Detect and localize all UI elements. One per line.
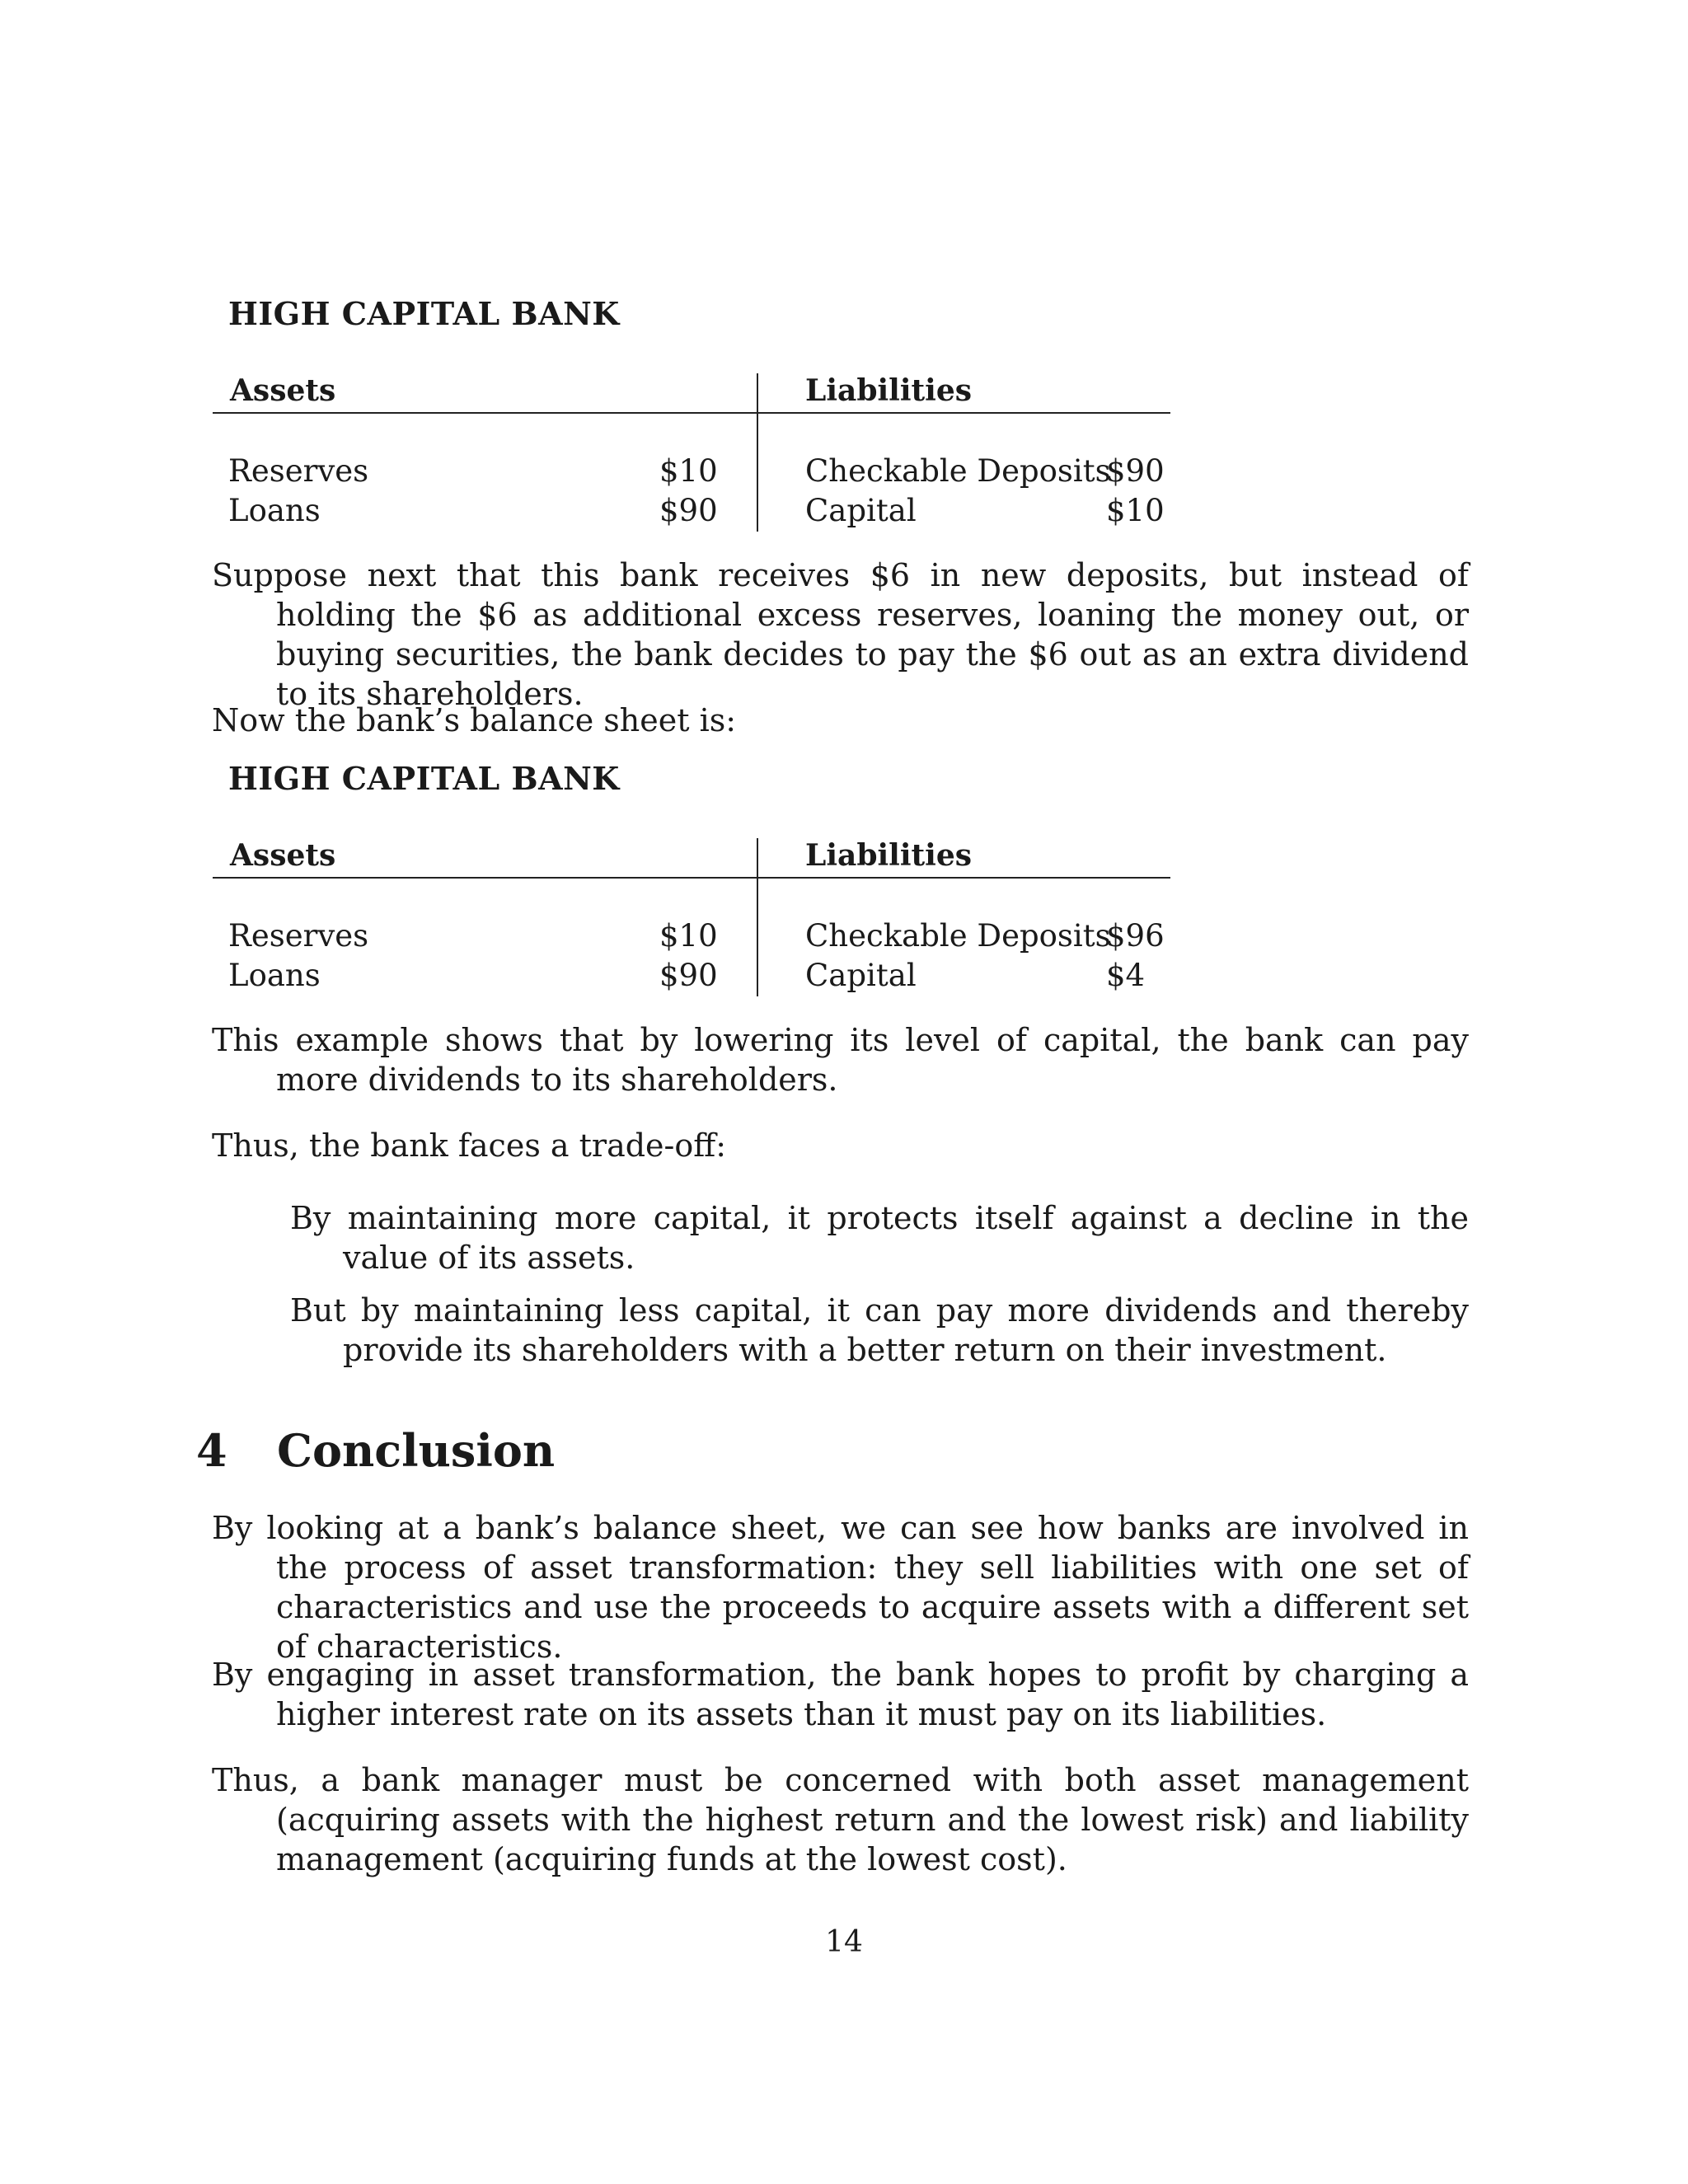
- conclusion-paragraph: By looking at a bank’s balance sheet, we can see how banks are involved in the process of asset transformation: they sell liabilities with one set of characteristics and use the proceeds to acquire assets with a different set of characteristics.: [212, 1510, 1469, 1665]
- liabilities-header: Liabilities: [805, 838, 972, 873]
- tradeoff-point: But by maintaining less capital, it can pay more dividends and thereby provide its shareholders with a better return on their investment.: [290, 1292, 1469, 1368]
- assets-header: Assets: [230, 373, 336, 408]
- t-account-vertical-rule: [757, 838, 758, 996]
- asset-label: Loans: [228, 493, 321, 528]
- bank-title: HIGH CAPITAL BANK: [228, 295, 620, 332]
- asset-label: Reserves: [228, 918, 369, 954]
- section-title: Conclusion: [277, 1424, 556, 1477]
- assets-header: Assets: [230, 838, 336, 873]
- t-account-horizontal-rule: [213, 412, 1170, 414]
- body-paragraph: This example shows that by lowering its level of capital, the bank can pay more dividends to its shareholders.: [212, 1022, 1469, 1098]
- asset-value: $10: [659, 918, 718, 954]
- t-account-vertical-rule: [757, 373, 758, 532]
- body-paragraph: Suppose next that this bank receives $6 in new deposits, but instead of holding the $6 as additional excess reserves, loaning the money out, or buying securities, the bank decides to pay the $6 out as an extra dividend to its shareholders.: [212, 557, 1469, 712]
- liability-value: $10: [1106, 493, 1165, 528]
- liability-label: Checkable Deposits: [805, 453, 1111, 489]
- liability-value: $90: [1106, 453, 1165, 489]
- liability-value: $4: [1106, 958, 1146, 993]
- asset-label: Reserves: [228, 453, 369, 489]
- t-account-horizontal-rule: [213, 877, 1170, 879]
- asset-value: $90: [659, 958, 718, 993]
- liability-label: Capital: [805, 493, 917, 528]
- asset-label: Loans: [228, 958, 321, 993]
- tradeoff-point: By maintaining more capital, it protects itself against a decline in the value of its assets.: [290, 1200, 1469, 1276]
- liability-label: Checkable Deposits: [805, 918, 1111, 954]
- liability-label: Capital: [805, 958, 917, 993]
- bank-title: HIGH CAPITAL BANK: [228, 760, 620, 797]
- asset-value: $90: [659, 493, 718, 528]
- page-number: 14: [825, 1925, 863, 1959]
- asset-value: $10: [659, 453, 718, 489]
- liabilities-header: Liabilities: [805, 373, 972, 408]
- body-paragraph: Now the bank’s balance sheet is:: [212, 702, 737, 738]
- conclusion-paragraph: By engaging in asset transformation, the bank hopes to profit by charging a higher interest rate on its assets than it must pay on its liabilities.: [212, 1657, 1469, 1732]
- liability-value: $96: [1106, 918, 1165, 954]
- body-paragraph: Thus, the bank faces a trade-off:: [212, 1127, 727, 1164]
- conclusion-paragraph: Thus, a bank manager must be concerned with both asset management (acquiring assets with the highest return and the lowest risk) and liability management (acquiring funds at the lowest cost).: [212, 1762, 1469, 1877]
- section-number: 4: [196, 1424, 227, 1477]
